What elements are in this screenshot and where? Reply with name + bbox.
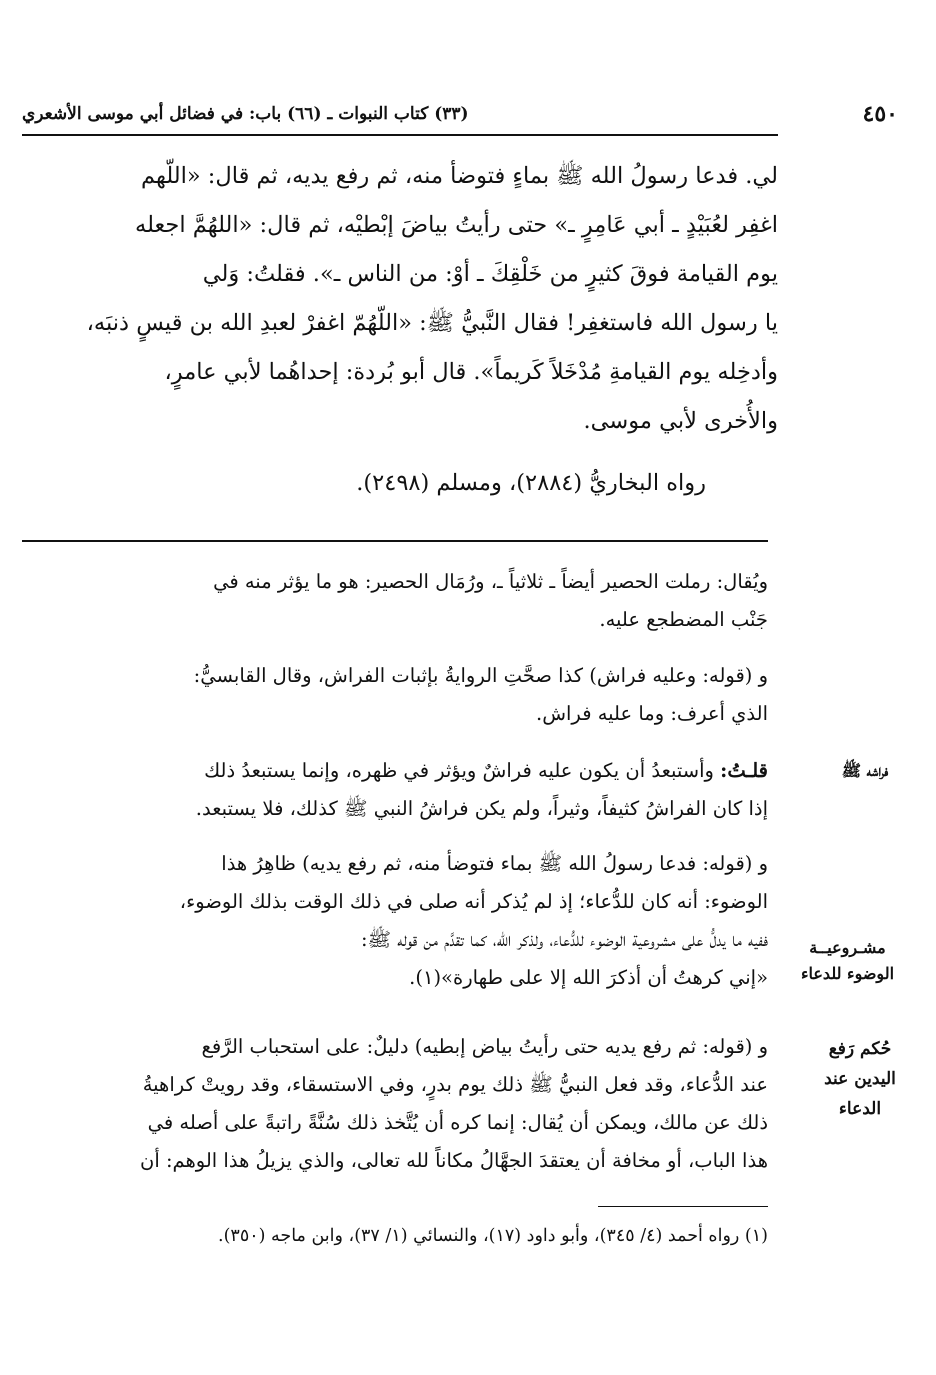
commentary-line: الذي أعرف: وما عليه فراش. xyxy=(536,702,768,725)
page-header xyxy=(22,96,898,132)
commentary-line: و (قوله: وعليه فراش) كذا صحَّتِ الروايةُ بإثبات الفراش، وقال القابسيُّ: xyxy=(193,664,768,687)
footnote: (١) رواه أحمد (٤/ ٣٤٥)، وأبو داود (١٧)، والنسائي (١/ ٣٧)، وابن ماجه (٣٥٠). xyxy=(218,1226,768,1246)
commentary-line: عند الدُّعاء، وقد فعل النبيُّ ﷺ ذلك يوم بدرٍ، وفي الاستسقاء، وقد رويتْ كراهيةُ xyxy=(142,1073,768,1096)
commentary-line: إذا كان الفراشُ كثيفاً، وثيراً، ولم يكن فراشُ النبي ﷺ كذلك، فلا يستبعد. xyxy=(195,797,768,820)
hadith-source: رواه البخاريُّ (٢٨٨٤)، ومسلم (٢٤٩٨). xyxy=(356,470,706,496)
commentary-paragraph xyxy=(22,563,768,639)
hadith-text xyxy=(22,152,778,446)
commentary-line: «إني كرهتُ أن أذكرَ الله إلا على طهارة»(١). xyxy=(409,966,768,989)
margin-note-line: الدعاء xyxy=(838,1099,882,1119)
commentary-paragraph xyxy=(22,752,768,828)
qultu-lead: قلـتُ: xyxy=(720,759,768,782)
commentary-line: الوضوء: أنه كان للدُّعاء؛ إذ لم يُذكر أنه صلى في ذلك الوقت بذلك الوضوء، xyxy=(179,890,768,913)
hadith-line: اغفِر لعُبَيْدٍ ـ أبي عَامِرٍ ـ» حتى رأيتُ بياضَ إبْطيْه، ثم قال: «اللهُمَّ اجعله xyxy=(135,212,778,238)
commentary-paragraph xyxy=(22,1028,768,1180)
commentary-line: ذلك عن مالك، ويمكن أن يُقال: إنما كره أن يُتَّخذ ذلك سُنَّةً راتبةً على أصله في xyxy=(147,1111,768,1134)
commentary-line-text: وأستبعدُ أن يكون عليه فراشٌ ويؤثر في ظهره، وإنما يستبعدُ ذلك xyxy=(204,759,714,782)
commentary-line: ففيه ما يدلُّ على مشروعية الوضوء للدُّعاء، ولذكر الله، كما تقدَّم من قوله ﷺ: xyxy=(360,928,768,951)
commentary-line: هذا الباب، أو مخافة أن يعتقدَ الجهَّالُ مكاناً لله تعالى، والذي يزيلُ هذا الوهم: أن xyxy=(140,1149,768,1172)
commentary-paragraph xyxy=(22,657,768,733)
commentary-line: و (قوله: ثم رفع يديه حتى رأيتُ بياض إبطيه) دليلٌ: على استحباب الرَّفع xyxy=(201,1035,768,1058)
margin-note-line: الوضوء للدعاء xyxy=(800,964,895,983)
section-divider xyxy=(22,540,768,542)
margin-note-firash: فراشه ﷺ xyxy=(841,761,889,780)
margin-note-raf-yadayn xyxy=(800,1034,920,1124)
margin-note-line: مشـروعيــة xyxy=(809,938,886,957)
commentary-line: جَنْب المضطجع عليه. xyxy=(599,608,768,631)
hadith-line: يوم القيامة فوقَ كثيرٍ من خَلْقِكَ ـ أوْ: من الناس ـ». فقلتُ: وَلي xyxy=(202,261,778,287)
header-rule xyxy=(22,134,778,136)
footnote-rule xyxy=(598,1206,768,1207)
commentary-line: ويُقال: رملت الحصير أيضاً ـ ثلاثياً ـ، ورُمَال الحصير: هو ما يؤثر منه في xyxy=(213,570,768,593)
hadith-line: لي. فدعا رسولُ الله ﷺ بماءٍ فتوضأ منه، ثم رفع يديه، ثم قال: «اللّهم xyxy=(140,163,778,189)
hadith-line: وأدخِله يوم القيامةِ مُدْخَلاً كَريماً». قال أبو بُردة: إحداهُما لأبي عامرٍ، xyxy=(164,359,778,385)
margin-note-line: اليدين عند xyxy=(824,1069,896,1089)
page-number: ٤٥٠ xyxy=(862,101,898,127)
commentary-line xyxy=(22,752,768,790)
hadith-line: والأُخرى لأبي موسى. xyxy=(583,408,778,434)
margin-note-wudu xyxy=(775,935,920,987)
running-head: (٣٣) كتاب النبوات ـ (٦٦) باب: في فضائل أبي موسى الأشعري xyxy=(22,104,469,124)
margin-note-line: حُكم رَفع xyxy=(828,1039,892,1059)
commentary-line: و (قوله: فدعا رسولُ الله ﷺ بماء فتوضأ منه، ثم رفع يديه) ظاهِرُ هذا xyxy=(221,852,768,875)
hadith-line: يا رسول الله فاستغفِر! فقال النَّبيُّ ﷺ: «اللّهُمّ اغفرْ لعبدِ الله بن قيسٍ ذنبَه، xyxy=(86,310,778,336)
commentary-paragraph xyxy=(22,845,768,997)
